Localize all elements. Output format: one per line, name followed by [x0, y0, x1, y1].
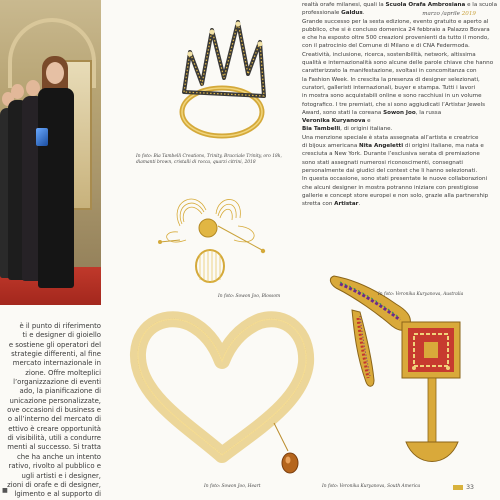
article-line	[302, 150, 498, 158]
article-text-segment: personalmente dai giudici del contest che li hanno selezionati.	[302, 167, 478, 174]
article-line	[302, 1, 498, 9]
issue-year: 2019	[461, 11, 476, 17]
left-page-marker: ■	[2, 487, 8, 494]
article-bold-name: Artistar	[334, 201, 359, 208]
article-line	[302, 159, 498, 167]
left-column-line: ettivo è creare opportunità	[8, 424, 101, 433]
article-line	[302, 175, 498, 183]
article-text-segment: Award, sono stati la coreana	[302, 109, 384, 116]
left-column-line: lgimento e al supporto di	[14, 490, 101, 499]
article-text-segment: sono stati assegnati numerosi riconoscimenti, consegnati	[302, 159, 463, 166]
south-america-pendant-image	[396, 318, 468, 474]
article-line	[302, 76, 498, 84]
article-line	[302, 51, 498, 59]
article-text-segment: e la scuola	[465, 2, 498, 8]
blossom-caption: In foto: Sowon Joo, Blossom	[218, 294, 281, 299]
article-text-segment: pubblico, che si è concluso domenica 24 febbraio a Palazzo Bovara	[302, 26, 490, 33]
article-line	[302, 192, 498, 200]
article-text-segment: fotografico. I tre premiati, che si sono aggiudicati l’Artistar Jewels	[302, 101, 486, 108]
heart-necklace-image	[128, 305, 316, 483]
article-line	[302, 142, 498, 150]
article-text-segment: in mostra sono acquistabili online e sono racchiusi in un volume	[302, 93, 482, 100]
article-text-segment: gallerie e concept store europei e non solo, grazie alla partnership	[302, 192, 489, 199]
article-line	[302, 18, 498, 26]
award-ceremony-photo	[0, 0, 101, 305]
award-trophy-icon	[36, 128, 48, 146]
article-text-segment: cresciuta a New York. Durante l’esclusiva serata di premiazione	[302, 151, 480, 158]
article-text-segment: che alcuni designer in mostra potranno iniziare con prestigiose	[302, 184, 479, 191]
article-text-segment: e che ha esposto oltre 500 creazioni provenienti da tutto il mondo,	[302, 35, 490, 42]
article-text-segment: Una menzione speciale è stata assegnata all’artista e creatrice	[302, 134, 479, 141]
issue-months: marzo /aprile	[422, 11, 460, 17]
left-column-line: unicazione personalizzate,	[9, 396, 101, 405]
left-column-line: zione. Offre molteplici	[25, 368, 101, 377]
article-text-segment: stretta con	[302, 201, 335, 208]
article-text-segment: .	[358, 201, 361, 208]
article-text-segment: la Fashion Week. In crescita la presenza di designer selezionati,	[302, 76, 480, 83]
left-column-line: che ha anche un intento	[17, 452, 101, 461]
heart-caption: In foto: Sowon Joo, Heart	[204, 484, 261, 489]
trinity-bracelet-image	[168, 12, 276, 152]
article-bold-name: Scuola Orafa Ambrosiana	[385, 2, 466, 8]
article-line	[302, 67, 498, 75]
article-text-segment: Grande successo per la sesta edizione, evento gratuito e aperto al	[302, 18, 489, 25]
article-line	[302, 125, 498, 133]
article-text-segment: realtà orafe milanesi, quali la	[302, 2, 386, 8]
article-line	[302, 26, 498, 34]
article-line	[302, 42, 498, 50]
article-text-segment: , di origini italiane.	[340, 126, 393, 133]
article-line	[302, 200, 498, 208]
left-text-column	[0, 322, 101, 500]
left-column-line: ado, la pianificazione di	[19, 387, 101, 396]
article-line	[302, 117, 498, 125]
left-column-line: ugli artisti e i designer,	[21, 471, 101, 480]
article-bold-name: Bia Tambelli	[302, 126, 341, 133]
left-column-line: ti e designer di gioiello	[22, 331, 101, 340]
article-text-segment: di bijoux americana	[302, 143, 360, 150]
trinity-caption: In foto: Bia Tambelli Creations, Trinity, Bracciale Trinity, oro 18k, diamanti brown, cristalli di rocca, quarzi citrini, 2018	[136, 154, 282, 166]
article-bold-name: Nita Angeletti	[359, 143, 404, 150]
south-america-caption: In foto: Veronika Kuryanova, South America	[322, 484, 421, 489]
article-text-segment: di origini italiane, ma nata e	[403, 143, 484, 150]
article-line	[302, 134, 498, 142]
article-line	[302, 59, 498, 67]
article-text-segment: curatori, galleristi internazionali, buyer e stampa. Tutti i lavori	[302, 84, 476, 91]
article-line	[302, 92, 498, 100]
article-bold-name: Veronika Kuryanova	[302, 118, 366, 125]
article-text-segment: e	[365, 118, 371, 125]
australia-caption: In foto: Veronika Kuryanova, Australia	[378, 292, 464, 297]
left-column-line: e sostiene gli operatori del	[8, 340, 101, 349]
article-text-segment: Creatività, inclusione, ricerca, sostenibilità, network, altissima	[302, 51, 476, 58]
article-bold-name: Sowon Joo	[383, 109, 416, 116]
article-line	[302, 184, 498, 192]
article-text-segment: caratterizzato la manifestazione, svoltasi in concomitanza con	[302, 68, 477, 75]
article-line	[302, 9, 498, 17]
article-text-segment: con il patrocinio del Comune di Milano e di CNA Federmoda.	[302, 43, 470, 50]
left-column-line: mercato internazionale in	[12, 359, 101, 368]
article-text-segment: .	[362, 10, 365, 17]
left-column-line: zioni di orafe e di designer,	[7, 480, 101, 489]
page-number-bar-icon	[453, 485, 463, 490]
left-column-line: di visibilità, utili a condurre	[7, 434, 101, 443]
article-line	[302, 34, 498, 42]
left-column-line: è il punto di riferimento	[19, 322, 101, 330]
article-bold-name: Galdus	[341, 10, 363, 17]
article-line	[302, 109, 498, 117]
blossom-ring-image	[158, 188, 268, 288]
left-column-line: l’organizzazione di eventi	[13, 378, 101, 387]
article-text-segment: qualità e internazionalità sono alcune delle parole chiave che hanno	[302, 60, 494, 67]
article-line	[302, 101, 498, 109]
article-line	[302, 84, 498, 92]
article-text-segment: professionale	[302, 10, 342, 17]
left-column-line: ove occasioni di business e	[7, 406, 101, 415]
page-number: 33	[453, 484, 474, 491]
article-line	[302, 167, 498, 175]
article-text	[302, 1, 498, 266]
article-text-segment: , la russa	[415, 109, 442, 116]
left-column-line: rativo, rivolto al pubblico e	[8, 462, 101, 471]
left-column-line: strategie differenti, al fine	[11, 350, 101, 359]
left-column-line: menti al successo. Si tratta	[7, 443, 101, 452]
left-column-line: o all’interno del mercato di	[7, 415, 101, 424]
article-text-segment: In questa occasione, sono stati presentate le nuove collaborazioni	[302, 176, 488, 183]
